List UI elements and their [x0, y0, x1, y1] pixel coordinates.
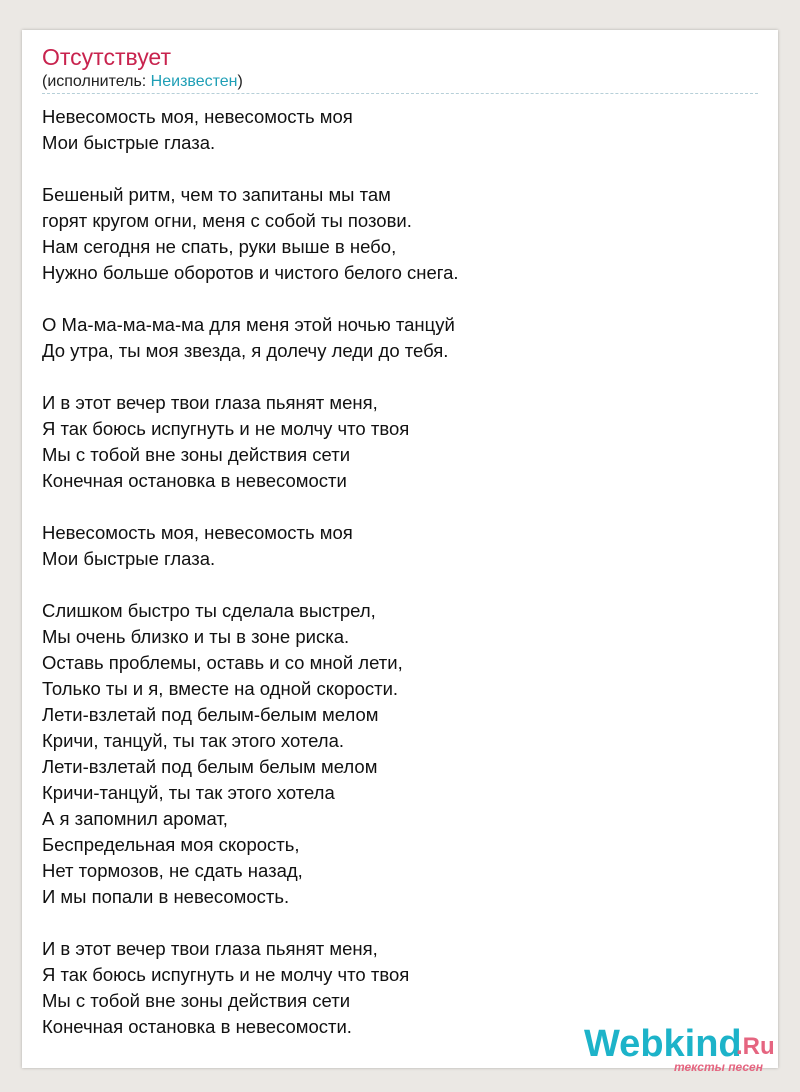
artist-prefix: (исполнитель: — [42, 73, 151, 90]
lyric-line: И в этот вечер твои глаза пьянят меня, — [42, 392, 378, 413]
lyric-line: Нам сегодня не спать, руки выше в небо, — [42, 236, 397, 257]
lyric-line: До утра, ты моя звезда, я долечу леди до тебя. — [42, 340, 449, 361]
lyric-line: Нужно больше оборотов и чистого белого снега. — [42, 262, 459, 283]
lyric-line: Конечная остановка в невесомости — [42, 470, 347, 491]
lyric-line: Лети-взлетай под белым-белым мелом — [42, 704, 379, 725]
lyric-line: горят кругом огни, меня с собой ты позови. — [42, 210, 412, 231]
lyrics-body — [42, 104, 459, 1066]
logo-tld: .Ru — [736, 1033, 775, 1060]
lyric-line: Я так боюсь испугнуть и не молчу что твоя — [42, 964, 410, 985]
lyric-line: Невесомость моя, невесомость моя — [42, 522, 353, 543]
lyric-line: Мы очень близко и ты в зоне риска. — [42, 626, 350, 647]
lyrics-stanza — [42, 104, 459, 156]
lyric-line: Кричи, танцуй, ты так этого хотела. — [42, 730, 345, 751]
lyric-line: Конечная остановка в невесомости. — [42, 1016, 352, 1037]
lyrics-stanza — [42, 312, 459, 364]
lyric-line: Нет тормозов, не сдать назад, — [42, 860, 303, 881]
lyric-line: Мои быстрые глаза. — [42, 548, 216, 569]
lyrics-stanza — [42, 598, 459, 910]
lyric-line: Кричи-танцуй, ты так этого хотела — [42, 782, 335, 803]
lyric-line: Бешеный ритм, чем то запитаны мы там — [42, 184, 391, 205]
artist-suffix: ) — [237, 73, 243, 90]
lyric-line: И в этот вечер твои глаза пьянят меня, — [42, 938, 378, 959]
lyric-line: А я запомнил аромат, — [42, 808, 228, 829]
lyric-line: Лети-взлетай под белым белым мелом — [42, 756, 378, 777]
artist-link[interactable]: Неизвестен — [150, 73, 238, 90]
lyrics-stanza — [42, 390, 459, 494]
lyric-line: Только ты и я, вместе на одной скорости. — [42, 678, 399, 699]
logo-wordmark: Webkind — [584, 1023, 742, 1065]
lyric-line: Невесомость моя, невесомость моя — [42, 106, 353, 127]
lyric-line: Я так боюсь испугнуть и не молчу что твоя — [42, 418, 410, 439]
divider — [42, 93, 758, 94]
lyrics-stanza — [42, 182, 459, 286]
lyric-line: Оставь проблемы, оставь и со мной лети, — [42, 652, 403, 673]
song-title: Отсутствует — [42, 44, 171, 70]
lyric-line: Беспредельная моя скорость, — [42, 834, 300, 855]
logo-tagline: тексты песен — [674, 1060, 763, 1074]
lyric-line: И мы попали в невесомость. — [42, 886, 290, 907]
lyrics-stanza — [42, 936, 459, 1040]
lyric-line: Мы с тобой вне зоны действия сети — [42, 990, 351, 1011]
lyric-line: Слишком быстро ты сделала выстрел, — [42, 600, 376, 621]
lyric-line: Мы с тобой вне зоны действия сети — [42, 444, 351, 465]
lyrics-stanza — [42, 520, 459, 572]
lyric-line: Мои быстрые глаза. — [42, 132, 216, 153]
lyric-line: О Ма-ма-ма-ма-ма для меня этой ночью танцуй — [42, 314, 455, 335]
artist-line — [42, 72, 243, 92]
